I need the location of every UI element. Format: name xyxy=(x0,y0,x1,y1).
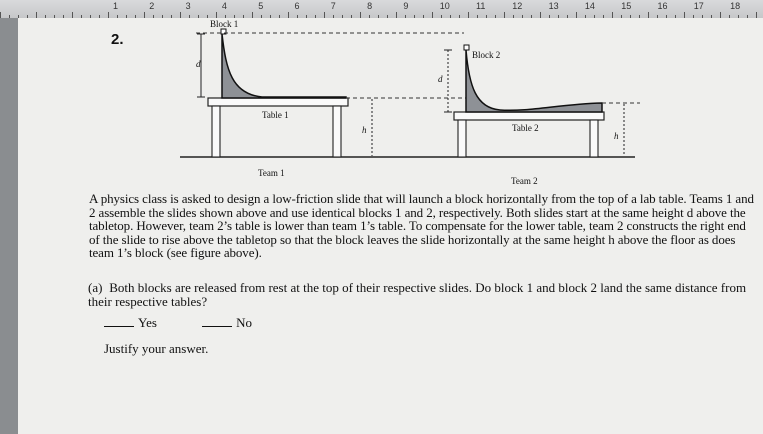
part-a xyxy=(88,281,760,308)
ruler-number: 3 xyxy=(185,1,191,11)
block-2 xyxy=(464,45,469,50)
yes-blank[interactable] xyxy=(104,314,134,327)
choice-no-label: No xyxy=(236,315,253,330)
ruler-number: 17 xyxy=(693,1,704,11)
answer-choices xyxy=(104,314,294,331)
ruler-number: 6 xyxy=(294,1,300,11)
ruler-number: 5 xyxy=(258,1,264,11)
table-1-leg-right xyxy=(333,106,341,157)
part-a-label: (a) xyxy=(88,280,103,295)
ruler-number: 4 xyxy=(221,1,227,11)
slide-1 xyxy=(222,34,346,98)
choice-no[interactable] xyxy=(202,314,252,331)
ruler-number: 14 xyxy=(584,1,595,11)
table-1-top xyxy=(208,98,348,106)
team-2-label: Team 2 xyxy=(511,176,538,186)
ruler-number: 8 xyxy=(367,1,373,11)
problem-paragraph: A physics class is asked to design a low-friction slide that will launch a block horizontally from the top of a lab table. Teams 1 and 2 assemble the slides shown above and use identical blocks 1 and 2, respectively. Both slides start at the same height d above the tabletop. However, team 2’s table is lower than team 1’s table. To compensate for the lower table, team 2 constructs the right end of the slide to rise above the tabletop so that the block leaves the slide horizontally at the same height h above the floor as does team 1’s block (see figure above). xyxy=(89,191,754,261)
ruler-number: 16 xyxy=(657,1,668,11)
ruler-number: 12 xyxy=(512,1,523,11)
table-2-leg-left xyxy=(458,120,466,157)
ruler-number: 1 xyxy=(113,1,119,11)
ruler-number: 13 xyxy=(548,1,559,11)
block-2-label: Block 2 xyxy=(472,50,501,60)
choice-yes[interactable] xyxy=(104,314,157,331)
ruler-number: 9 xyxy=(403,1,409,11)
block-1-label: Block 1 xyxy=(210,19,239,29)
no-blank[interactable] xyxy=(202,314,232,327)
height-d-label-2: d xyxy=(438,74,443,84)
ruler-number: 11 xyxy=(476,1,486,11)
table-2-top xyxy=(454,112,604,120)
table-2-leg-right xyxy=(590,120,598,157)
part-a-text: Both blocks are released from rest at the top of their respective slides. Do block 1 and block 2 land the same distance from their respective tables? xyxy=(88,280,747,309)
team-1-label: Team 1 xyxy=(258,168,285,178)
question-number: 2. xyxy=(111,31,124,48)
ruler-number: 18 xyxy=(730,1,741,11)
ruler-number: 10 xyxy=(439,1,450,11)
ruler-number: 7 xyxy=(330,1,336,11)
table-1-label: Table 1 xyxy=(262,110,289,120)
table-2-label: Table 2 xyxy=(512,123,539,133)
height-h-label-2: h xyxy=(614,131,619,141)
table-1-leg-left xyxy=(212,106,220,157)
justify-prompt: Justify your answer. xyxy=(104,341,209,356)
ruler-number: 15 xyxy=(621,1,632,11)
choice-yes-label: Yes xyxy=(138,315,157,330)
height-d-label-1: d xyxy=(196,59,201,69)
height-h-label-1: h xyxy=(362,125,367,135)
ruler-number: 2 xyxy=(149,1,155,11)
